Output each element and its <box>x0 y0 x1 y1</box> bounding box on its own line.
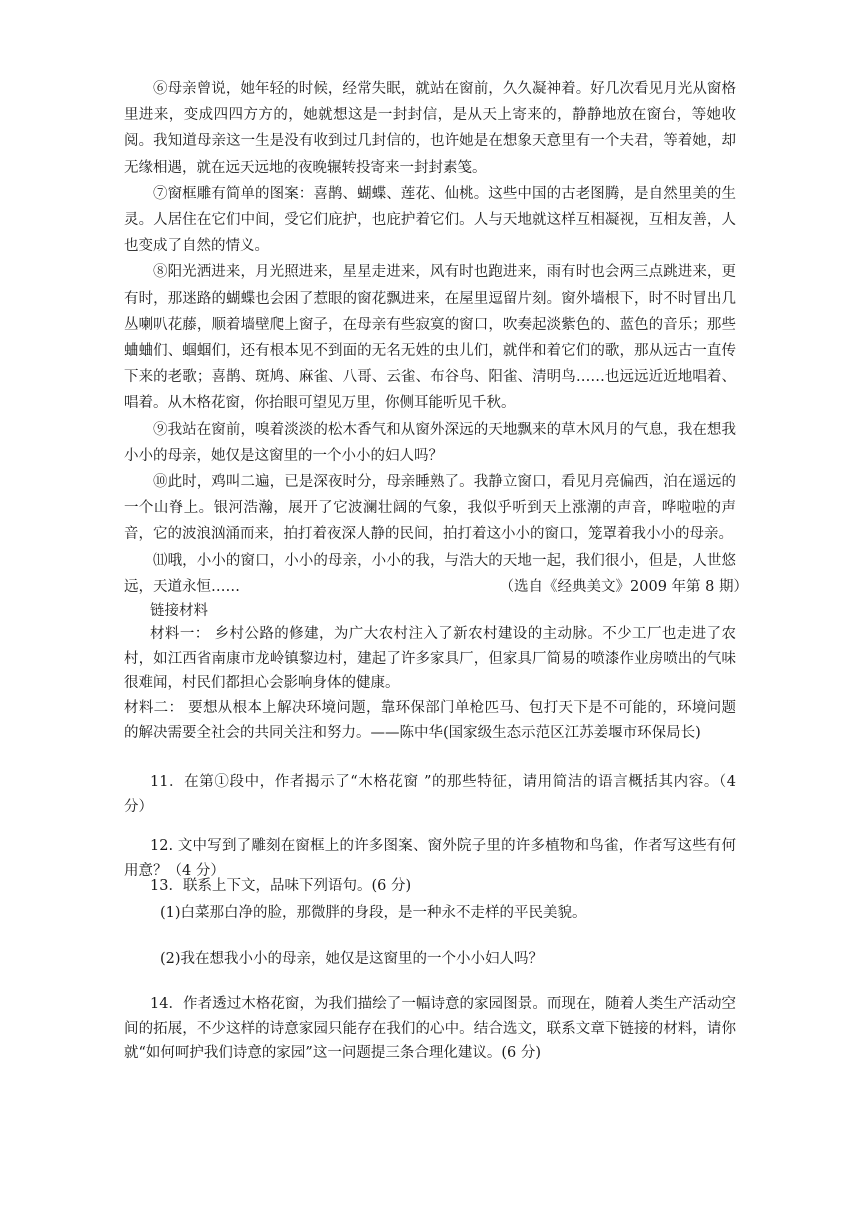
article-body <box>124 76 736 600</box>
material-one: 材料一： 乡村公路的修建，为广大农村注入了新农村建设的主动脉。不少工厂也走进了农村，如江西省南康市龙岭镇黎边村，建起了许多家具厂，但家具厂简易的喷漆作业房喷出的气味很难闻，村民们都担心会影响身体的健康。 <box>124 626 736 692</box>
material-two: 材料二： 要想从根本上解决环境问题，靠环保部门单枪匹马、包打天下是不可能的，环境问题的解决需要全社会的共同关注和努力。——陈中华(国家级生态示范区江苏姜堰市环保局长) <box>124 700 736 741</box>
paragraph-8: ⑧阳光洒进来，月光照进来，星星走进来，风有时也跑进来，雨有时也会两三点跳进来，更有时，那迷路的蝴蝶也会困了惹眼的窗花飘进来，在屋里逗留片刻。窗外墙根下，时不时冒出几丛喇叭花藤，顺着墙壁爬上窗子，在母亲有些寂寞的窗口，吹奏起淡紫色的、蓝色的音乐；那些蛐蛐们、蝈蝈们，还有根本见不到面的无名无姓的虫儿们，就伴和着它们的歌，那从远古一直传下来的老歌；喜鹊、斑鸠、麻雀、八哥、云雀、布谷鸟、阳雀、清明鸟……也远远近近地唱着、唱着。从木格花窗，你抬眼可望见万里，你侧耳能听见千秋。 <box>124 264 736 412</box>
paragraph-7: ⑦窗框雕有简单的图案：喜鹊、蝴蝶、莲花、仙桃。这些中国的古老图腾，是自然里美的生灵。人居住在它们中间，受它们庇护，也庇护着它们。人与天地就这样互相凝视，互相友善，人也变成了自然的情义。 <box>124 185 736 255</box>
paragraph-10: ⑩此时，鸡叫二遍，已是深夜时分，母亲睡熟了。我静立窗口，看见月亮偏西，泊在遥远的一个山脊上。银河浩瀚，展开了它波澜壮阔的气象，我似乎听到天上涨潮的声音，哗啦啦的声音，它的波浪汹涌而来，拍打着夜深人静的民间，拍打着这小小的窗口，笼罩着我小小的母亲。 <box>124 474 736 543</box>
paragraph-9: ⑨我站在窗前，嗅着淡淡的松木香气和从窗外深远的天地飘来的草木风月的气息，我在想我小小的母亲，她仅是这窗里的一个小小的妇人吗？ <box>124 421 736 464</box>
question-12: 12. 文中写到了雕刻在窗框上的许多图案、窗外院子里的许多植物和鸟雀，作者写这些有何用意？（4 分） <box>124 838 736 879</box>
question-13-item-1: (1)白菜那白净的脸，那微胖的身段，是一种永不走样的平民美貌。 <box>160 905 587 921</box>
question-13: 13．联系上下文，品味下列语句。(6 分) <box>150 878 412 894</box>
question-11: 11．在第①段中，作者揭示了“木格花窗 ”的那些特征，请用简洁的语言概括其内容。（4 分） <box>124 774 736 815</box>
article-source: （选自《经典美文》2009 年第 8 期） <box>499 579 748 595</box>
question-14: 14．作者透过木格花窗，为我们描绘了一幅诗意的家园图景。而现在，随着人类生产活动空间的拓展，不少这样的诗意家园只能存在我们的心中。结合选文，联系文章下链接的材料，请你就“如何呵护我们诗意的家园”这一问题提三条合理化建议。(6 分) <box>124 996 736 1062</box>
paragraph-6: ⑥母亲曾说，她年轻的时候，经常失眠，就站在窗前，久久凝神着。好几次看见月光从窗格里进来，变成四四方方的，她就想这是一封封信，是从天上寄来的，静静地放在窗台，等她收阅。我知道母亲这一生是没有收到过几封信的，也许她是在想象天意里有一个夫君，等着她，却无缘相遇，就在远天远地的夜晚辗转投寄来一封封素笺。 <box>124 81 736 176</box>
paragraph-11: ⑾哦，小小的窗口，小小的母亲，小小的我，与浩大的天地一起，我们很小，但是，人世悠远，天道永恒…… <box>124 552 736 595</box>
question-13-item-2: (2)我在想我小小的母亲，她仅是这窗里的一个小小妇人吗？ <box>160 951 544 967</box>
materials-heading: 链接材料 <box>150 603 208 619</box>
